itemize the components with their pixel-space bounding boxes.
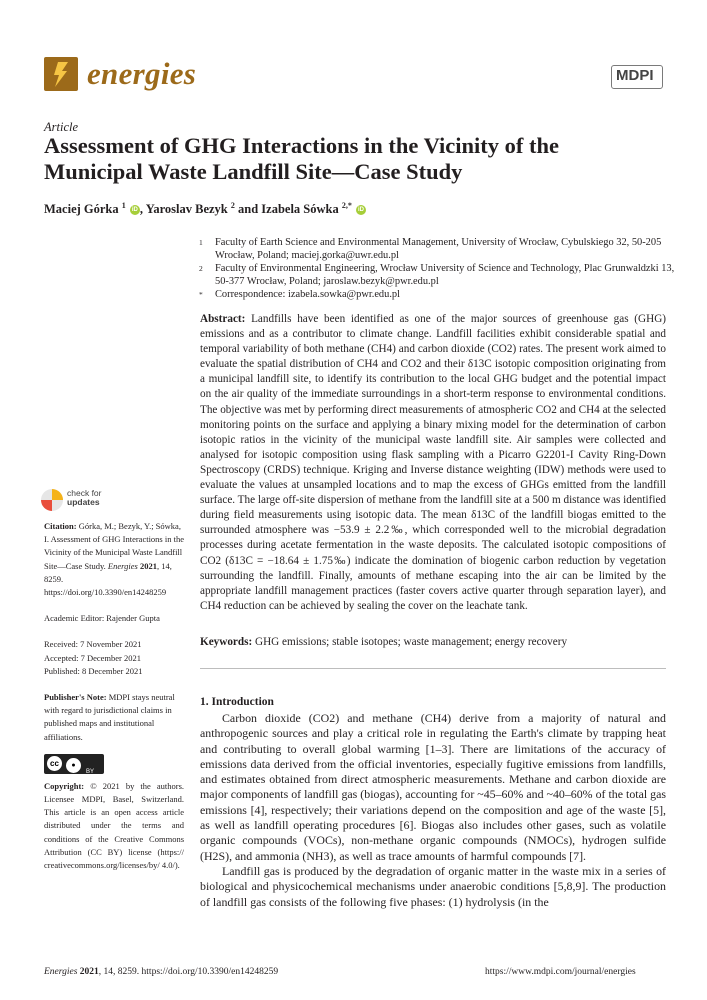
journal-logo-icon	[44, 57, 78, 91]
footer-year: 2021	[79, 967, 99, 977]
affiliation-item	[0, 288, 707, 302]
abstract-text: Landfills have been identified as one of the major sources of greenhouse gas (GHG) emissions and as a contributor to climate change. Landfill facilities exhibit considerable spatial and temporal variability of both methane (CH4) and carbon dioxide (CO2) rates. The present work aimed to evaluate the spatial distribution of CH4 and CO2 and their δ13C isotopic composition originating from a municipal landfill site, to identify its contribution to the local GHG budget and the potential impact on the air quality of the immediate surroundings in a short-term response to environmental conditions. The objective was met by performing direct measurements of atmospheric CO2 and CH4 at the selected monitoring points on the surface and applying a binary mixing model for the determination of carbon isotopic ratios in the vicinity of the municipal waste landfill site. Air samples were collected and analysed for isotopic composition using flask sampling with a Picarro G2201-I Cavity Ring-Down Spectroscopy (CRDS) technique. Kriging and Inverse distance weighting (IDW) methods were used to evaluate the values at unsampled locations and to map the excess of GHGs emitted from the landfill surface. The large off-site dispersion of methane from the landfill site at a 500 m distance was identified during field measurements using isotopic data. The mean δ13C of the landfill biogas emitted to the surrounded atmosphere was −53.9 ± 2.2‰, which corresponded well to the microbial degradation processes during acetate fermentation in the waste deposits. The calculated isotopic compositions of CO2 (δ13C = −18.64 ± 1.75‰) indicate the domination of biogenic carbon reduction by vegetation surrounding the landfill. Finally, amounts of methane escaping into the air can be limited by the appropriate landfill management practices (faster covers active quarter through separation layer), and CH4 reduction can be achieved by sealing the cover on the leachate tank.	[200, 313, 667, 612]
footer-journal: Energies	[44, 967, 78, 977]
journal-name[interactable]: energies	[87, 56, 197, 91]
check-updates-icon	[40, 488, 64, 512]
divider	[200, 668, 666, 669]
section-heading: 1. Introduction	[200, 696, 274, 708]
received-date: Received: 7 November 2021	[44, 639, 142, 650]
affiliation-item	[0, 262, 707, 288]
lightning-icon	[44, 57, 78, 91]
author-name: Yaroslav Bezyk	[145, 202, 228, 217]
copyright	[44, 780, 184, 872]
affiliation-number: 2	[199, 264, 203, 273]
orcid-icon[interactable]: iD	[131, 207, 138, 214]
paper-title: Assessment of GHG Interactions in the Vicinity of the Municipal Waste Landfill Site—Case Study	[44, 133, 559, 184]
publisher-note-text: MDPI stays neutral with regard to jurisdictional claims in published maps and institutional affiliations.	[44, 692, 175, 742]
article-type: Article	[44, 120, 79, 134]
paragraph: Carbon dioxide (CO2) and methane (CH4) derive from a majority of natural and anthropogenic sources and play a critical role in regulating the Earth's climate by trapping heat and contributing to overall global warming [1–3]. There are limitations of the accuracy of emissions data derived from the official inventories, especially fugitive emissions from landfills, and estimates obtained from direct atmospheric measurements. Methane and carbon dioxide are major components of landfill gas (biogas), accounting for ~45–60% and ~40–60% of the total gas emissions [4], respectively; their variations depend on the composition and age of the waste [5], as well as landfill operating procedures [6]. Biogas also includes other gases, such as volatile organic compounds (VOCs), non-methane organic compounds (NMOCs), hydrogen sulfide (H2S), and ammonia (NH3), as well as trace amounts of harmful compounds [7].	[200, 711, 666, 863]
published-date: Published: 8 December 2021	[44, 665, 143, 676]
paragraph: Landfill gas is produced by the degradation of organic matter in the waste mix in a series of biological and physicochemical mechanisms under anaerobic conditions [5,8,9]. The production of landfill gas consists of the following five phases: (1) hydrolysis (in the	[200, 863, 666, 909]
abstract-label: Abstract:	[200, 313, 246, 325]
author-separator: and	[234, 202, 262, 217]
author-name: Izabela Sówka	[261, 202, 339, 217]
citation	[44, 520, 184, 599]
check-updates-button[interactable]	[40, 486, 160, 516]
correspondence-text: Correspondence: izabela.sowka@pwr.edu.pl	[215, 289, 400, 300]
footer-doi[interactable]: , 14, 8259. https://doi.org/10.3390/en14248259	[98, 967, 279, 977]
author-affiliation: 2	[230, 201, 235, 210]
accepted-date: Accepted: 7 December 2021	[44, 652, 141, 663]
check-updates-label: updates	[67, 497, 100, 507]
keywords-text: GHG emissions; stable isotopes; waste management; energy recovery	[255, 636, 568, 648]
attribution-icon: ●	[66, 758, 81, 773]
publisher-note-label: Publisher's Note:	[44, 692, 107, 703]
citation-text: Górka, M.; Bezyk, Y.; Sówka, I. Assessment of GHG Interactions in the Vicinity of the Municipal Waste Landfill Site—Case Study.	[44, 521, 184, 571]
footer-journal-link[interactable]: https://www.mdpi.com/journal/energies	[485, 967, 636, 977]
affiliation-text: Faculty of Environmental Engineering, Wrocław University of Science and Technology, Plac Grunwaldzki 13, 50-377 Wrocław, Poland; jaroslaw.bezyk@pwr.edu.pl	[215, 263, 675, 288]
author-affiliation: 1	[121, 201, 126, 210]
affiliation-text: Faculty of Earth Science and Environmental Management, University of Wrocław, Cybulskiego 32, 50-205 Wrocław, Poland; maciej.gorka@uwr.edu.pl	[215, 237, 662, 262]
keywords-label: Keywords:	[200, 636, 253, 648]
author-affiliation: 2,*	[341, 201, 352, 210]
section-body	[200, 711, 666, 910]
cc-by-label: BY	[86, 768, 95, 775]
orcid-icon[interactable]: iD	[357, 207, 364, 214]
author-separator: ,	[139, 202, 146, 217]
author-list	[44, 201, 366, 217]
copyright-label: Copyright:	[44, 780, 85, 791]
affiliation-number: *	[199, 290, 203, 299]
publisher-logo[interactable]	[611, 65, 663, 89]
affiliation-item	[0, 236, 707, 262]
article-sidebar	[44, 520, 184, 872]
check-updates-label: check for	[67, 488, 102, 498]
academic-editor: Academic Editor: Rajender Gupta	[44, 613, 160, 624]
citation-label: Citation:	[44, 521, 77, 531]
cc-license-badge[interactable]	[44, 754, 104, 774]
keywords	[200, 636, 666, 648]
citation-year: 2021	[139, 560, 157, 571]
citation-volume: , 14, 8259.	[44, 560, 172, 584]
publisher-note	[44, 691, 184, 744]
citation-journal: Energies	[107, 560, 138, 571]
citation-doi-link[interactable]: https://doi.org/10.3390/en14248259	[44, 587, 167, 598]
affiliation-number: 1	[199, 238, 203, 247]
footer-citation	[44, 967, 278, 977]
abstract	[200, 312, 666, 614]
publisher-name: MDPI	[616, 67, 654, 84]
copyright-text: © 2021 by the authors. Licensee MDPI, Basel, Switzerland. This article is an open access article distributed under the terms and conditions of the Creative Commons Attribution (CC BY) license (https:// creativecommons.org/licenses/by/ 4.0/).	[44, 780, 184, 871]
cc-icon: cc	[47, 756, 62, 771]
author-name: Maciej Górka	[44, 202, 119, 217]
